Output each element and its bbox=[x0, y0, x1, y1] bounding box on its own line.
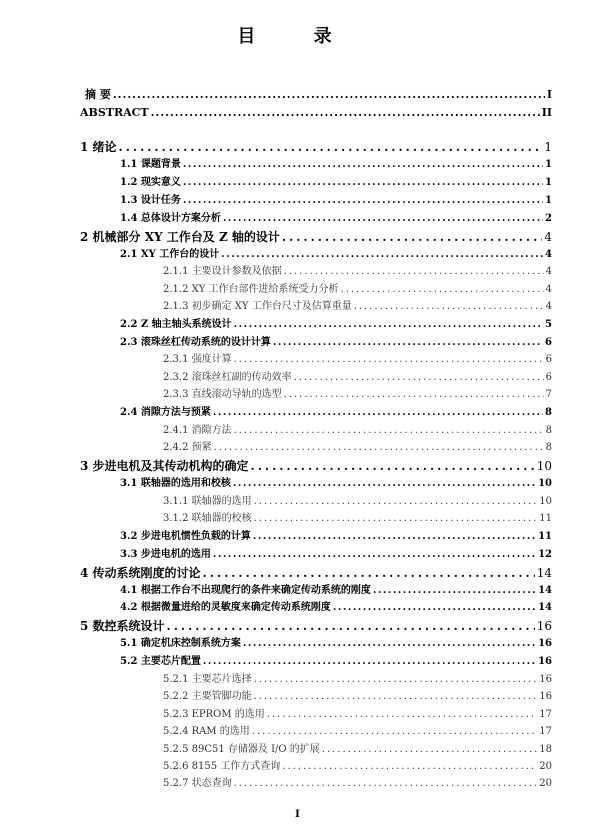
toc-entry[interactable] bbox=[120, 212, 552, 226]
dot-leader bbox=[234, 353, 544, 367]
dot-leader bbox=[273, 336, 543, 350]
toc-entry-page: 5 bbox=[545, 319, 552, 330]
toc-entry-page: 16 bbox=[538, 638, 552, 649]
toc-entry[interactable] bbox=[120, 548, 552, 562]
toc-entry-label: ABSTRACT bbox=[80, 106, 149, 119]
page-title: 目 录 bbox=[237, 26, 358, 47]
toc-entry[interactable] bbox=[120, 318, 552, 332]
toc-entry-page: 6 bbox=[545, 337, 552, 348]
dot-leader bbox=[254, 495, 538, 509]
toc-entry-label: 5.2.7 状态查询 bbox=[163, 778, 232, 789]
dot-leader bbox=[221, 248, 543, 262]
toc-entry[interactable] bbox=[163, 265, 552, 279]
toc-entry[interactable] bbox=[163, 283, 552, 297]
toc-entry-page: 10 bbox=[539, 496, 552, 507]
toc-entry-page: 14 bbox=[538, 602, 552, 613]
toc-entry-label: 1.2 现实意义 bbox=[120, 177, 181, 188]
toc-entry-page: 4 bbox=[545, 249, 552, 260]
toc-entry-label: 3.1.1 联轴器的选用 bbox=[163, 496, 252, 507]
toc-entry[interactable] bbox=[163, 743, 552, 757]
toc-entry-label: 5.2.4 RAM 的选用 bbox=[163, 726, 250, 737]
dot-leader bbox=[167, 619, 535, 633]
toc-entry[interactable] bbox=[120, 158, 552, 172]
toc-entry-label: 5 数控系统设计 bbox=[80, 619, 165, 633]
toc-entry-label: 5.1 确定机床控制系统方案 bbox=[120, 638, 241, 649]
dot-leader bbox=[373, 584, 536, 598]
dot-leader bbox=[254, 690, 538, 704]
toc-entry[interactable] bbox=[163, 424, 552, 438]
dot-leader bbox=[214, 441, 544, 455]
dot-leader bbox=[203, 655, 536, 669]
toc-entry[interactable] bbox=[120, 406, 552, 420]
toc-entry[interactable] bbox=[163, 690, 552, 704]
dot-leader bbox=[151, 106, 540, 120]
toc-entry[interactable] bbox=[163, 441, 552, 455]
toc-entry-label: 1 绪论 bbox=[80, 140, 117, 154]
toc-entry-label: 5.2.6 8155 工作方式查询 bbox=[163, 761, 281, 772]
toc-entry-label: 2.4.2 预紧 bbox=[163, 442, 212, 453]
toc-entry-page: 1 bbox=[545, 195, 552, 206]
toc-entry[interactable] bbox=[80, 619, 552, 633]
dot-leader bbox=[234, 424, 544, 438]
toc-entry[interactable] bbox=[163, 353, 552, 367]
toc-entry[interactable] bbox=[120, 194, 552, 208]
toc-entry-label: 2.4.1 消隙方法 bbox=[163, 425, 232, 436]
toc-entry-label: 2.1.2 XY 工作台部件进给系统受力分析 bbox=[163, 284, 339, 295]
dot-leader bbox=[282, 230, 542, 244]
toc-entry-label: 4.2 根据微量进给的灵敏度来确定传动系统刚度 bbox=[120, 602, 331, 613]
dot-leader bbox=[213, 406, 543, 420]
toc-entry[interactable] bbox=[120, 176, 552, 190]
dot-leader bbox=[333, 601, 536, 615]
dot-leader bbox=[282, 760, 537, 774]
dot-leader bbox=[213, 548, 536, 562]
toc-entry-page: 12 bbox=[538, 549, 552, 560]
toc-entry-page: 6 bbox=[545, 354, 552, 365]
toc-entry[interactable] bbox=[163, 388, 552, 402]
toc-entry-label: 2.1.3 初步确定 XY 工作台尺寸及估算重量 bbox=[163, 301, 352, 312]
toc-entry[interactable] bbox=[163, 300, 552, 314]
dot-leader bbox=[254, 673, 538, 687]
toc-entry-page: 10 bbox=[536, 459, 552, 473]
toc-entry-page: 16 bbox=[539, 691, 552, 702]
toc-entry-page: II bbox=[541, 106, 552, 119]
toc-entry-label: 2 机械部分 XY 工作台及 Z 轴的设计 bbox=[80, 230, 280, 244]
toc-entry-label: 1.4 总体设计方案分析 bbox=[120, 213, 221, 224]
toc-entry-page: 14 bbox=[536, 566, 552, 580]
dot-leader bbox=[183, 158, 543, 172]
toc-entry-label: 2.3 滚珠丝杠传动系统的设计计算 bbox=[120, 337, 271, 348]
toc-entry[interactable] bbox=[163, 512, 552, 526]
toc-entry[interactable] bbox=[120, 530, 552, 544]
toc-entry-page: 11 bbox=[538, 531, 552, 542]
toc-entry[interactable] bbox=[120, 248, 552, 262]
toc-entry-page: 20 bbox=[539, 778, 552, 789]
toc-entry-page: 4 bbox=[545, 301, 552, 312]
toc-entry-label: 2.3.1 强度计算 bbox=[163, 354, 232, 365]
page-number: I bbox=[295, 809, 300, 820]
toc-entry-label: 4.1 根据工作台不出现爬行的条件来确定传动系统的刚度 bbox=[120, 585, 371, 596]
toc-entry-label: 5.2.2 主要管脚功能 bbox=[163, 691, 252, 702]
toc-entry-page: 6 bbox=[545, 372, 552, 383]
dot-leader bbox=[119, 140, 543, 154]
toc-entry-page: 11 bbox=[539, 513, 552, 524]
dot-leader bbox=[284, 388, 544, 402]
dot-leader bbox=[183, 176, 543, 190]
toc-entry-page: 10 bbox=[538, 478, 552, 489]
dot-leader bbox=[253, 530, 536, 544]
toc-entry-page: 16 bbox=[536, 619, 552, 633]
toc-entry[interactable] bbox=[163, 708, 552, 722]
dot-leader bbox=[223, 212, 543, 226]
toc-entry-label: 5.2 主要芯片配置 bbox=[120, 656, 201, 667]
toc-entry-page: 4 bbox=[545, 284, 552, 295]
toc-entry-page: 1 bbox=[545, 177, 552, 188]
toc-entry-page: 18 bbox=[539, 744, 552, 755]
toc-entry[interactable] bbox=[120, 655, 552, 669]
toc-entry-label: 3.1.2 联轴器的校核 bbox=[163, 513, 252, 524]
toc-entry-page: 1 bbox=[544, 140, 552, 154]
dot-leader bbox=[234, 318, 543, 332]
toc-entry-label: 2.2 Z 轴主轴头系统设计 bbox=[120, 319, 232, 330]
dot-leader bbox=[234, 777, 538, 791]
toc-entry-label: 2.3.3 直线滚动导轨的选型 bbox=[163, 389, 282, 400]
toc-entry-label: 1.1 课题背景 bbox=[120, 159, 181, 170]
toc-entry[interactable] bbox=[80, 140, 552, 154]
toc-entry-page: 2 bbox=[545, 213, 552, 224]
toc-entry-label: 1.3 设计任务 bbox=[120, 195, 181, 206]
toc-entry-page: 8 bbox=[545, 425, 552, 436]
toc-entry[interactable] bbox=[80, 566, 552, 580]
toc-entry[interactable] bbox=[163, 673, 552, 687]
toc-entry-label: 3.3 步进电机的选用 bbox=[120, 549, 211, 560]
toc-entry[interactable] bbox=[85, 88, 552, 102]
toc-entry-page: 4 bbox=[544, 230, 552, 244]
dot-leader bbox=[267, 708, 537, 722]
toc-entry-label: 2.4 消隙方法与预紧 bbox=[120, 407, 211, 418]
toc-entry-label: 摘 要 bbox=[85, 88, 111, 101]
toc-entry-label: 3.2 步进电机惯性负载的计算 bbox=[120, 531, 251, 542]
toc-entry[interactable] bbox=[80, 459, 552, 473]
toc-entry-label: 3 步进电机及其传动机构的确定 bbox=[80, 459, 249, 473]
toc-entry-page: 8 bbox=[545, 407, 552, 418]
dot-leader bbox=[233, 477, 536, 491]
toc-entry-page: 16 bbox=[538, 656, 552, 667]
dot-leader bbox=[203, 566, 535, 580]
toc-entry[interactable] bbox=[120, 584, 552, 598]
toc-entry-page: 17 bbox=[539, 709, 552, 720]
dot-leader bbox=[252, 725, 537, 739]
toc-entry[interactable] bbox=[80, 106, 552, 120]
dot-leader bbox=[341, 283, 544, 297]
dot-leader bbox=[322, 743, 537, 757]
toc-entry-label: 5.2.3 EPROM 的选用 bbox=[163, 709, 265, 720]
toc-entry[interactable] bbox=[163, 725, 552, 739]
toc-entry[interactable] bbox=[120, 601, 552, 615]
toc-entry-page: 17 bbox=[539, 726, 552, 737]
dot-leader bbox=[284, 265, 544, 279]
toc-entry-page: I bbox=[546, 88, 552, 101]
dot-leader bbox=[251, 459, 535, 473]
toc-entry-label: 2.3.2 滚珠丝杠副的传动效率 bbox=[163, 372, 292, 383]
toc-entry-label: 3.1 联轴器的选用和校核 bbox=[120, 478, 231, 489]
toc-entry[interactable] bbox=[120, 336, 552, 350]
toc-entry[interactable] bbox=[163, 495, 552, 509]
toc-entry-page: 14 bbox=[538, 585, 552, 596]
toc-entry-label: 5.2.5 89C51 存储器及 I/O 的扩展 bbox=[163, 744, 320, 755]
toc-entry-page: 4 bbox=[545, 266, 552, 277]
toc-entry-page: 8 bbox=[545, 442, 552, 453]
dot-leader bbox=[113, 88, 545, 102]
toc-entry-page: 20 bbox=[539, 761, 552, 772]
toc-entry-page: 16 bbox=[539, 674, 552, 685]
toc-entry-label: 2.1.1 主要设计参数及依据 bbox=[163, 266, 282, 277]
toc-entry-label: 4 传动系统刚度的讨论 bbox=[80, 566, 201, 580]
toc-entry-label: 5.2.1 主要芯片选择 bbox=[163, 674, 252, 685]
dot-leader bbox=[354, 300, 544, 314]
toc-entry[interactable] bbox=[163, 371, 552, 385]
toc-entry-label: 2.1 XY 工作台的设计 bbox=[120, 249, 220, 260]
dot-leader bbox=[243, 637, 536, 651]
toc-entry-page: 7 bbox=[545, 389, 552, 400]
toc-entry[interactable] bbox=[80, 230, 552, 244]
dot-leader bbox=[254, 512, 538, 526]
toc-entry[interactable] bbox=[163, 760, 552, 774]
toc-entry[interactable] bbox=[163, 777, 552, 791]
dot-leader bbox=[294, 371, 544, 385]
toc-entry-page: 1 bbox=[545, 159, 552, 170]
dot-leader bbox=[183, 194, 543, 208]
toc-entry[interactable] bbox=[120, 477, 552, 491]
toc-entry[interactable] bbox=[120, 637, 552, 651]
